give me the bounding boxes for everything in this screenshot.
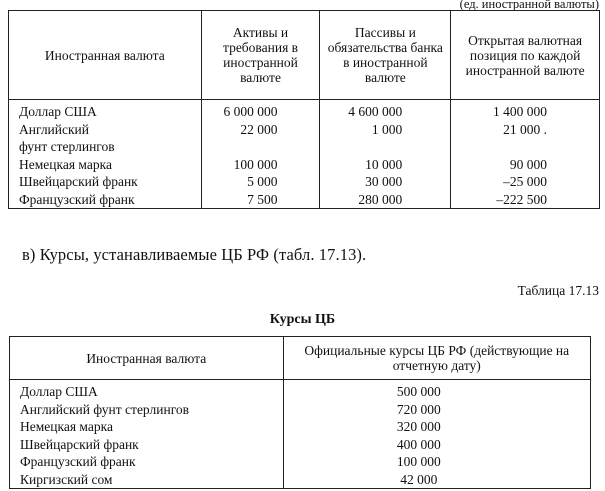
column-header: Активы и требования в иностранной валюте bbox=[201, 11, 320, 100]
rate-cell: 320 000 bbox=[283, 418, 590, 436]
table-row bbox=[10, 436, 591, 454]
rate-cell: 720 000 bbox=[283, 401, 590, 419]
table-header-row bbox=[10, 337, 591, 380]
currency-cell: Французский франк bbox=[20, 454, 136, 469]
assets-cell: 100 000 bbox=[201, 156, 320, 174]
currency-cell: Киргизский сом bbox=[20, 471, 113, 487]
liabilities-cell bbox=[320, 138, 451, 156]
table-title: Курсы ЦБ bbox=[269, 312, 336, 327]
column-header: Иностранная валюта bbox=[9, 11, 202, 100]
units-note: (ед. иностранной валюты) bbox=[459, 0, 599, 11]
table-row bbox=[10, 380, 591, 401]
table-row bbox=[10, 453, 591, 471]
table-header-row bbox=[9, 11, 600, 100]
open-position-cell: 90 000 bbox=[451, 156, 600, 174]
body-paragraph: в) Курсы, устанавливаемые ЦБ РФ (табл. 17.13). bbox=[22, 245, 367, 264]
table-row bbox=[10, 418, 591, 436]
open-position-cell: –25 000 bbox=[451, 173, 600, 191]
rate-cell: 100 000 bbox=[283, 453, 590, 471]
currency-cell: Немецкая марка bbox=[19, 156, 112, 172]
open-position-cell: –222 500 bbox=[451, 191, 600, 209]
assets-cell: 22 000 bbox=[201, 121, 320, 139]
column-header: Пассивы и обязательства банка в иностранной валюте bbox=[320, 11, 451, 100]
currency-cell: Английский фунт стерлингов bbox=[20, 401, 190, 417]
liabilities-cell: 4 600 000 bbox=[320, 100, 451, 121]
liabilities-cell: 30 000 bbox=[320, 173, 451, 191]
table-row bbox=[9, 156, 600, 174]
column-header: Официальные курсы ЦБ РФ (действующие на отчетную дату) bbox=[283, 337, 590, 380]
table-row bbox=[9, 191, 600, 209]
liabilities-cell: 1 000 bbox=[320, 121, 451, 139]
open-position-cell: 1 400 000 bbox=[451, 100, 600, 121]
column-header: Открытая валютная позиция по каждой иностранной валюте bbox=[451, 11, 600, 100]
assets-cell: 7 500 bbox=[201, 191, 320, 209]
assets-cell: 6 000 000 bbox=[201, 100, 320, 121]
cb-rates-table bbox=[9, 336, 591, 489]
currency-cell: Доллар США bbox=[20, 384, 98, 399]
rate-cell: 500 000 bbox=[283, 380, 590, 401]
table-row bbox=[10, 401, 591, 419]
currency-cell: Французский франк bbox=[19, 191, 135, 207]
rate-cell: 42 000 bbox=[283, 471, 590, 489]
assets-cell: 5 000 bbox=[201, 173, 320, 191]
table-row bbox=[9, 138, 600, 156]
table-number: Таблица 17.13 bbox=[517, 283, 599, 298]
currency-cell: Немецкая марка bbox=[20, 419, 113, 434]
table-row bbox=[9, 173, 600, 191]
table-row bbox=[9, 121, 600, 139]
open-position-cell: 21 000 . bbox=[451, 121, 600, 139]
table-row bbox=[9, 100, 600, 121]
currency-cell: Швейцарский франк bbox=[19, 174, 138, 189]
currency-position-table bbox=[8, 10, 600, 209]
rate-cell: 400 000 bbox=[283, 436, 590, 454]
currency-cell: Английский bbox=[19, 121, 90, 137]
currency-cell: Швейцарский франк bbox=[20, 436, 139, 452]
column-header: Иностранная валюта bbox=[10, 337, 284, 380]
liabilities-cell: 10 000 bbox=[320, 156, 451, 174]
assets-cell bbox=[201, 138, 320, 156]
table-row bbox=[10, 471, 591, 489]
liabilities-cell: 280 000 bbox=[320, 191, 451, 209]
currency-cell: фунт стерлингов bbox=[19, 139, 115, 154]
currency-cell: Доллар США bbox=[19, 104, 97, 119]
open-position-cell bbox=[451, 138, 600, 156]
